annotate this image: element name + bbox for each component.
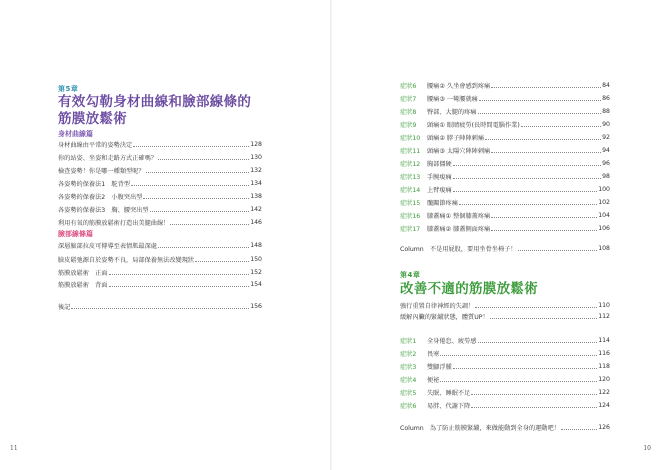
leader-dots bbox=[453, 160, 601, 166]
toc-entry-page: 94 bbox=[602, 146, 610, 154]
toc-entry-title: 上臂痠痛 bbox=[427, 186, 452, 194]
toc-symptom-entry[interactable] bbox=[400, 361, 610, 371]
leader-dots bbox=[195, 256, 249, 262]
toc-column-entry[interactable] bbox=[400, 243, 610, 253]
leader-dots bbox=[561, 424, 597, 430]
toc-entry-title: 髖關節疼痛 bbox=[427, 199, 458, 207]
toc-entry-title: 失眠、睡眠不足 bbox=[427, 389, 471, 397]
leader-dots bbox=[478, 337, 598, 343]
chapter-5-title bbox=[58, 94, 251, 128]
toc-symptom-entry[interactable] bbox=[400, 80, 610, 90]
toc-entry-page: 128 bbox=[250, 140, 262, 148]
toc-entry-page: 122 bbox=[598, 388, 610, 396]
leader-dots bbox=[471, 389, 597, 395]
leader-dots bbox=[453, 363, 597, 369]
toc-entry-title: 腰痛② 久坐會感到疼痛 bbox=[427, 82, 491, 90]
toc-entry[interactable] bbox=[58, 267, 262, 277]
chapter-5-title-line-1: 有效勾勒身材曲線和臉部線條的 bbox=[58, 94, 252, 110]
toc-column-entry[interactable] bbox=[400, 422, 610, 432]
toc-symptom-entry[interactable] bbox=[400, 374, 610, 384]
toc-entry-page: 96 bbox=[602, 159, 610, 167]
toc-entry-page: 114 bbox=[598, 336, 610, 344]
toc-symptom-entry[interactable] bbox=[400, 210, 610, 220]
toc-entry-title: 筋膜放鬆術 背面 bbox=[58, 281, 108, 289]
symptom-tag: 症狀12 bbox=[400, 160, 421, 168]
toc-entry-title: 各姿勢的保養法3 胸、腰突出型 bbox=[58, 206, 149, 214]
leader-dots bbox=[109, 269, 250, 275]
toc-entry-page: 104 bbox=[598, 211, 610, 219]
toc-entry-title: 膝蓋痛② 膝蓋側面疼痛 bbox=[427, 225, 491, 233]
leader-dots bbox=[471, 402, 597, 408]
toc-symptom-entry[interactable] bbox=[400, 335, 610, 345]
leader-dots bbox=[479, 95, 601, 101]
toc-symptom-entry[interactable] bbox=[400, 145, 610, 155]
page-number-left: 11 bbox=[10, 445, 18, 452]
leader-dots bbox=[440, 350, 597, 356]
symptom-tag: 症狀6 bbox=[400, 82, 417, 90]
symptom-tag: 症狀1 bbox=[400, 337, 417, 345]
toc-entry-page: 134 bbox=[250, 179, 262, 187]
toc-entry-page: 90 bbox=[602, 120, 610, 128]
leader-dots bbox=[109, 281, 250, 287]
toc-entry-page: 150 bbox=[250, 255, 262, 263]
toc-entry-page: 86 bbox=[602, 94, 610, 102]
toc-symptom-entry[interactable] bbox=[400, 387, 610, 397]
chapter-5-label: 第5章 bbox=[58, 85, 79, 93]
toc-entry[interactable] bbox=[400, 311, 610, 321]
toc-entry[interactable] bbox=[58, 191, 262, 201]
toc-entry[interactable] bbox=[58, 204, 262, 214]
symptom-tag: 症狀9 bbox=[400, 121, 417, 129]
toc-entry-title: 強行重置自律神經的失調！ bbox=[400, 302, 475, 310]
left-page bbox=[0, 0, 331, 470]
symptom-tag: 症狀2 bbox=[400, 350, 417, 358]
symptom-tag: 症狀14 bbox=[400, 186, 421, 194]
toc-entry-page: 100 bbox=[598, 185, 610, 193]
symptom-tag: 症狀13 bbox=[400, 173, 421, 181]
chapter-4-title bbox=[400, 281, 538, 298]
leader-dots bbox=[158, 154, 249, 160]
toc-entry-title: 深層臉部拉皮可傳導至表情肌最深處 bbox=[58, 242, 157, 250]
toc-entry-page: 92 bbox=[602, 133, 610, 141]
toc-symptom-entry[interactable] bbox=[400, 348, 610, 358]
toc-entry-title: 頭痛① 眼睛疲勞(長時間電腦作業) bbox=[427, 121, 520, 129]
right-page bbox=[332, 0, 663, 470]
toc-entry-page: 124 bbox=[598, 401, 610, 409]
toc-entry-page: 84 bbox=[602, 81, 610, 89]
leader-dots bbox=[521, 121, 601, 127]
section-heading-body-curve: 身材曲線篇 bbox=[58, 130, 93, 138]
toc-symptom-entry[interactable] bbox=[400, 106, 610, 116]
leader-dots bbox=[459, 199, 597, 205]
toc-entry-page: 112 bbox=[598, 312, 610, 320]
toc-entry-page: 98 bbox=[602, 172, 610, 180]
toc-entry[interactable] bbox=[58, 152, 262, 162]
toc-symptom-entry[interactable] bbox=[400, 223, 610, 233]
chapter-5-title-line-2: 筋膜放鬆術 bbox=[58, 111, 127, 127]
toc-entry[interactable] bbox=[58, 279, 262, 289]
toc-entry[interactable] bbox=[58, 178, 262, 188]
symptom-tag: 症狀4 bbox=[400, 376, 417, 384]
toc-symptom-entry[interactable] bbox=[400, 93, 610, 103]
toc-entry-title: 易胖、代謝下降 bbox=[427, 402, 471, 410]
toc-entry[interactable] bbox=[58, 240, 262, 250]
leader-dots bbox=[170, 219, 249, 225]
toc-entry-title: 後記 bbox=[58, 303, 71, 311]
symptom-tag: 症狀17 bbox=[400, 225, 421, 233]
toc-entry-page: 138 bbox=[250, 192, 262, 200]
leader-dots bbox=[518, 245, 598, 251]
toc-entry-page: 108 bbox=[598, 244, 610, 252]
toc-symptom-entry[interactable] bbox=[400, 119, 610, 129]
leader-dots bbox=[475, 302, 597, 308]
toc-entry-page: 154 bbox=[250, 280, 262, 288]
symptom-tag: 症狀6 bbox=[400, 402, 417, 410]
toc-entry-page: 110 bbox=[598, 301, 610, 309]
toc-symptom-entry[interactable] bbox=[400, 158, 610, 168]
symptom-tag: 症狀11 bbox=[400, 147, 421, 155]
toc-entry-title: 膝蓋痛① 整個膝蓋疼痛 bbox=[427, 212, 491, 220]
leader-dots bbox=[490, 313, 597, 319]
toc-entry-page: 126 bbox=[598, 423, 610, 431]
toc-entry-title: 各姿勢的保養法2 小腹突出型 bbox=[58, 193, 143, 201]
toc-entry-title: 頭痛③ 太陽穴陣陣刺痛 bbox=[427, 147, 491, 155]
toc-entry-page: 106 bbox=[598, 224, 610, 232]
toc-entry-title: 身材曲線由平常的姿勢決定 bbox=[58, 141, 133, 149]
symptom-tag: 症狀10 bbox=[400, 134, 421, 142]
toc-entry-title: 緩解內臟的緊繃狀態，體質UP！ bbox=[400, 313, 489, 321]
toc-entry-title: 臀部、大腿的疼痛 bbox=[427, 108, 477, 116]
toc-symptom-entry[interactable] bbox=[400, 184, 610, 194]
toc-entry-title: 胸部僵硬 bbox=[427, 160, 452, 168]
toc-entry-title: 便祕 bbox=[427, 376, 440, 384]
toc-entry-page: 152 bbox=[250, 268, 262, 276]
leader-dots bbox=[71, 303, 249, 309]
toc-entry-page: 132 bbox=[250, 166, 262, 174]
toc-entry-title: 筋膜放鬆術 正面 bbox=[58, 269, 108, 277]
toc-entry-page: 148 bbox=[250, 241, 262, 249]
leader-dots bbox=[491, 212, 597, 218]
toc-symptom-entry[interactable] bbox=[400, 171, 610, 181]
toc-entry-page: 142 bbox=[250, 205, 262, 213]
toc-entry-page: 120 bbox=[598, 375, 610, 383]
symptom-tag: 症狀5 bbox=[400, 389, 417, 397]
leader-dots bbox=[143, 193, 249, 199]
toc-entry[interactable] bbox=[58, 165, 262, 175]
toc-symptom-entry[interactable] bbox=[400, 197, 610, 207]
toc-entry-page: 146 bbox=[250, 218, 262, 226]
symptom-tag: 症狀8 bbox=[400, 108, 417, 116]
toc-entry[interactable] bbox=[58, 217, 262, 227]
leader-dots bbox=[485, 134, 601, 140]
toc-entry-title: 臉皮鬆弛源自於姿勢不良，局部保養無法改變現狀 bbox=[58, 256, 195, 264]
symptom-tag: 症狀3 bbox=[400, 363, 417, 371]
chapter-4-title-line-1: 改善不適的筋膜放鬆術 bbox=[400, 281, 538, 297]
leader-dots bbox=[146, 167, 250, 173]
toc-entry-title: 檢查姿勢！你是哪一種類型呢？ bbox=[58, 167, 145, 175]
page-number-right: 10 bbox=[643, 445, 651, 452]
symptom-tag: 症狀15 bbox=[400, 199, 421, 207]
leader-dots bbox=[150, 206, 250, 212]
toc-symptom-entry[interactable] bbox=[400, 400, 610, 410]
toc-entry-title: 全身倦怠、疲勞感 bbox=[427, 337, 477, 345]
leader-dots bbox=[453, 173, 601, 179]
toc-entry-postscript[interactable] bbox=[58, 301, 262, 311]
toc-entry-page: 116 bbox=[598, 349, 610, 357]
leader-dots bbox=[491, 147, 601, 153]
toc-entry-title: Column 為了防止筋膜緊繃，來做能動到全身的運動吧！ bbox=[400, 424, 560, 432]
toc-entry-title: 頭痛② 脖子陣陣刺痛 bbox=[427, 134, 485, 142]
toc-entry-title: 你的站姿、坐姿和走路方式正確嗎？ bbox=[58, 154, 157, 162]
toc-entry-title: 各姿勢的保養法1 駝背型 bbox=[58, 180, 130, 188]
leader-dots bbox=[491, 82, 601, 88]
toc-entry-title: Column 不是用屁股，要用坐骨坐椅子！ bbox=[400, 245, 517, 253]
chapter-4-label: 第4章 bbox=[400, 271, 421, 279]
toc-entry-page: 118 bbox=[598, 362, 610, 370]
toc-entry-page: 102 bbox=[598, 198, 610, 206]
toc-symptom-entry[interactable] bbox=[400, 132, 610, 142]
symptom-tag: 症狀7 bbox=[400, 95, 417, 103]
toc-entry[interactable] bbox=[58, 254, 262, 264]
leader-dots bbox=[131, 180, 249, 186]
toc-entry-page: 156 bbox=[250, 302, 262, 310]
toc-entry-title: 腰痛③ 一彎腰就痛 bbox=[427, 95, 478, 103]
toc-entry[interactable] bbox=[400, 300, 610, 310]
section-heading-face-line: 臉部線條篇 bbox=[58, 230, 93, 238]
symptom-tag: 症狀16 bbox=[400, 212, 421, 220]
leader-dots bbox=[478, 108, 602, 114]
toc-entry-page: 130 bbox=[250, 153, 262, 161]
leader-dots bbox=[453, 186, 597, 192]
toc-entry-title: 雙腳浮腫 bbox=[427, 363, 452, 371]
leader-dots bbox=[133, 141, 249, 147]
leader-dots bbox=[491, 225, 597, 231]
toc-entry-page: 88 bbox=[602, 107, 610, 115]
leader-dots bbox=[440, 376, 597, 382]
toc-entry-title: 畏寒 bbox=[427, 350, 440, 358]
leader-dots bbox=[158, 242, 249, 248]
toc-entry-title: 手腕痠痛 bbox=[427, 173, 452, 181]
toc-entry-title: 利用有氧的筋膜放鬆術打造出美腿曲線！ bbox=[58, 219, 170, 227]
toc-entry[interactable] bbox=[58, 139, 262, 149]
